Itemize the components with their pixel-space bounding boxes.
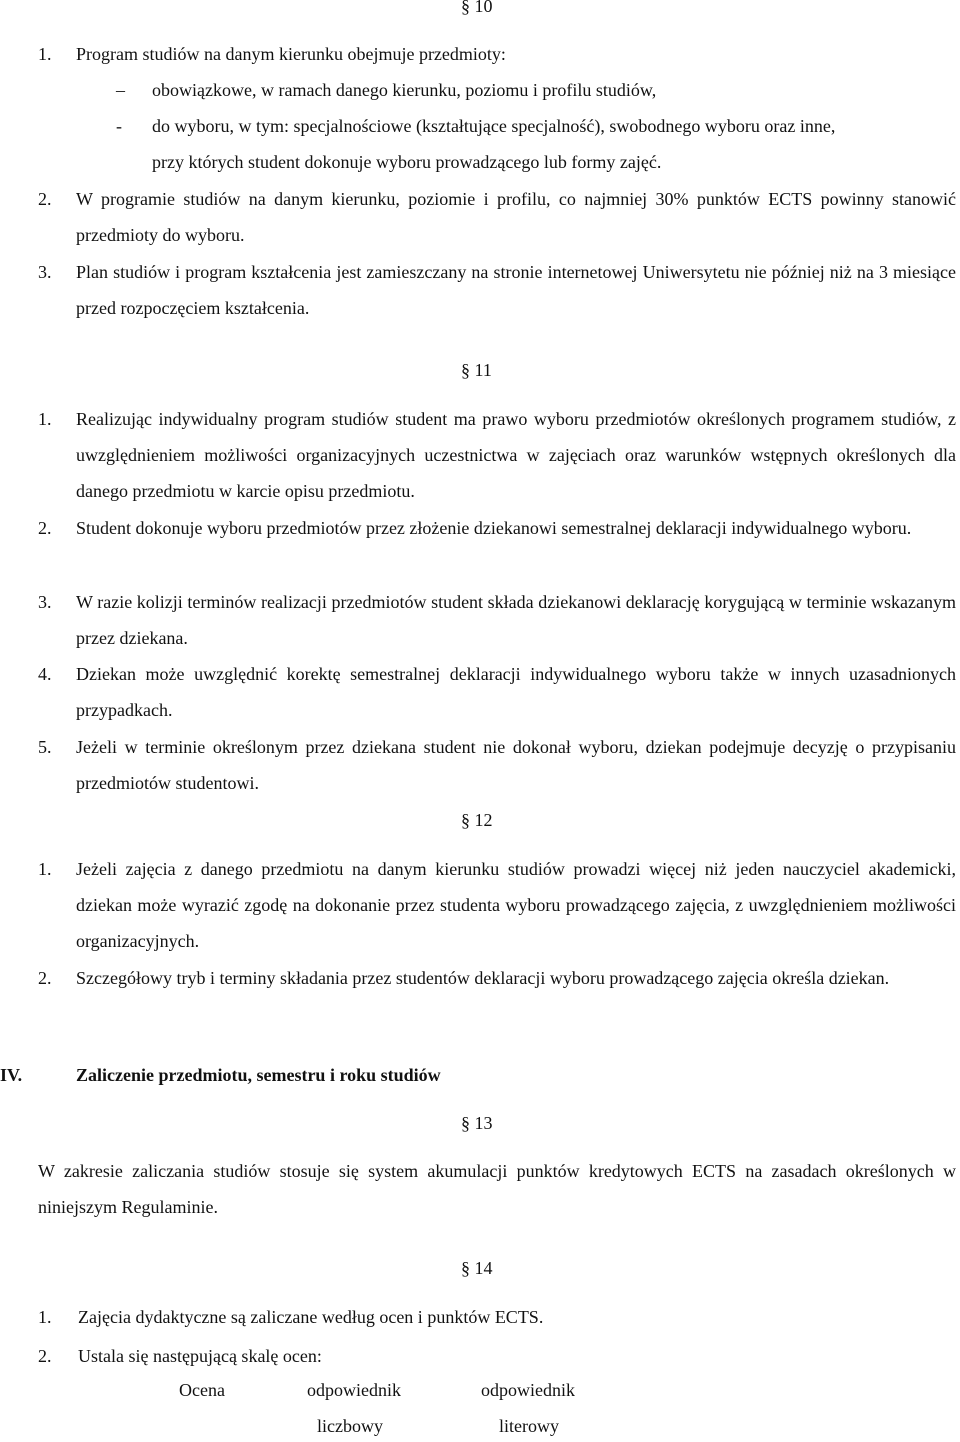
paragraph-text: Ustala się następującą skalę ocen: [78,1346,322,1366]
paragraph-text: Dziekan może uwzględnić korektę semestralnej deklaracji indywidualnego wyboru także w innych uzasadnionych przypadkach. [76,664,956,720]
grade-table-header-numeric-sub: liczbowy [317,1416,383,1436]
grade-table-header-letter-sub: literowy [499,1416,559,1436]
chapter-title: Zaliczenie przedmiotu, semestru i roku studiów [76,1065,441,1085]
bullet-text: obowiązkowe, w ramach danego kierunku, poziomu i profilu studiów, [152,80,657,100]
section-14-heading: § 14 [461,1258,493,1278]
bullet-text: do wyboru, w tym: specjalnościowe (kształtujące specjalność), swobodnego wyboru oraz inne, [152,116,836,136]
paragraph-text: Jeżeli w terminie określonym przez dziekana student nie dokonał wyboru, dziekan podejmuje decyzję o przypisaniu przedmiotów studentowi. [76,737,956,793]
item-number: 1. [38,44,52,64]
item-number: 2. [38,189,52,209]
paragraph-text: Student dokonuje wyboru przedmiotów przez złożenie dziekanowi semestralnej deklaracji indywidualnego wyboru. [76,518,912,538]
item-number: 2. [38,518,52,538]
paragraph-text: Realizując indywidualny program studiów student ma prawo wyboru przedmiotów określonych programem studiów, z uwzględnieniem możliwości organizacyjnych uczestnictwa w zajęciach oraz warunków wstępnych określonych dla danego przedmiotu w karcie opisu przedmiotu. [76,409,956,501]
item-number: 3. [38,262,52,282]
paragraph-text: Zajęcia dydaktyczne są zaliczane według ocen i punktów ECTS. [78,1307,544,1327]
item-number: 3. [38,592,52,612]
bullet-mark: - [116,116,122,136]
paragraph-text: W zakresie zaliczania studiów stosuje się system akumulacji punktów kredytowych ECTS na zasadach określonych w niniejszym Regulaminie. [38,1161,956,1217]
grade-table-header-ocena: Ocena [179,1380,225,1400]
bullet-text-continuation: przy których student dokonuje wyboru prowadzącego lub formy zajęć. [152,152,662,172]
paragraph-text: Szczegółowy tryb i terminy składania przez studentów deklaracji wyboru prowadzącego zajęcia określa dziekan. [76,968,890,988]
item-number: 1. [38,859,52,879]
chapter-number: IV. [0,1065,23,1085]
paragraph-text: W programie studiów na danym kierunku, poziomie i profilu, co najmniej 30% punktów ECTS powinny stanowić przedmioty do wyboru. [76,189,956,245]
item-number: 4. [38,664,52,684]
section-13-heading: § 13 [461,1113,493,1133]
item-number: 2. [38,968,52,988]
item-number: 1. [38,1307,52,1327]
item-number: 5. [38,737,52,757]
paragraph-text: W razie kolizji terminów realizacji przedmiotów student składa dziekanowi deklarację korygującą w terminie wskazanym przez dziekana. [76,592,956,648]
item-number: 1. [38,409,52,429]
paragraph-text: Plan studiów i program kształcenia jest zamieszczany na stronie internetowej Uniwersytetu nie później niż na 3 miesiące przed rozpoczęciem kształcenia. [76,262,956,318]
paragraph-text: Program studiów na danym kierunku obejmuje przedmioty: [76,44,506,64]
grade-table-header-numeric: odpowiednik [307,1380,401,1400]
grade-table-header-letter: odpowiednik [481,1380,575,1400]
bullet-mark: – [116,80,125,100]
section-12-heading: § 12 [461,810,493,830]
section-10-heading: § 10 [461,0,493,16]
section-11-heading: § 11 [461,360,492,380]
paragraph-text: Jeżeli zajęcia z danego przedmiotu na danym kierunku studiów prowadzi więcej niż jeden nauczyciel akademicki, dziekan może wyrazić zgodę na dokonanie przez studenta wyboru prowadzącego zajęcia, z uwzględnieniem możliwości organizacyjnych. [76,859,956,951]
item-number: 2. [38,1346,52,1366]
